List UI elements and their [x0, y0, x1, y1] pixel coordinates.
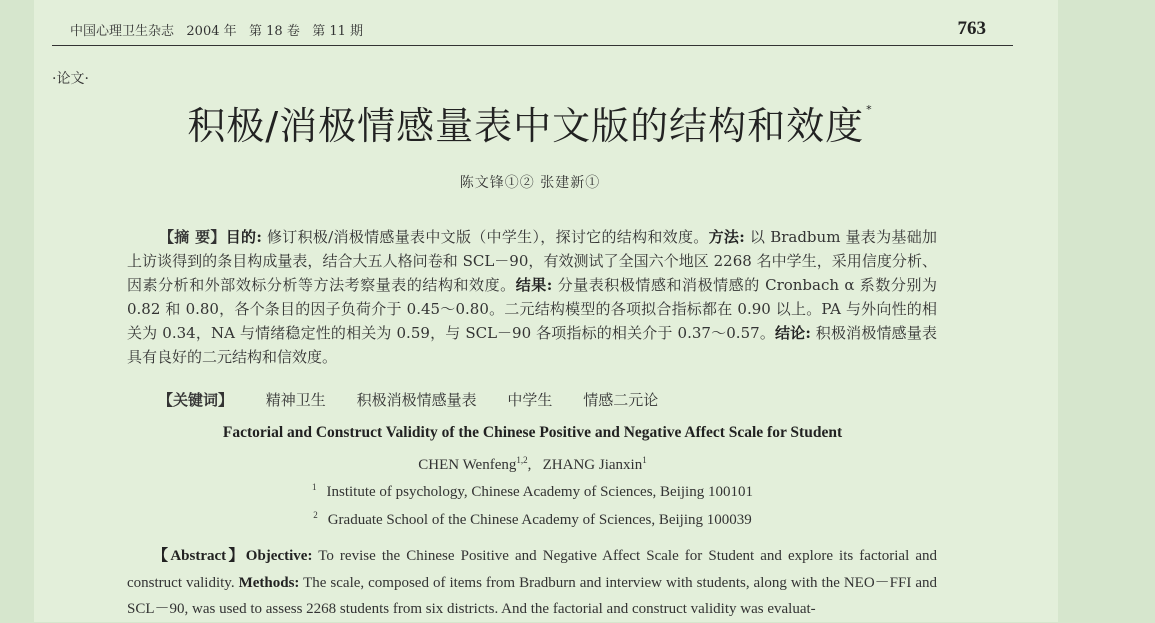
article-category: ·论文· — [52, 71, 89, 87]
abstract-label: 【摘 要】 — [159, 228, 226, 246]
abstract-english — [127, 543, 937, 623]
methods-label: 方法: — [708, 228, 745, 246]
keywords-label: 【关键词】 — [158, 391, 234, 409]
journal-issue-info: 中国心理卫生杂志 2004 年 第 18 卷 第 11 期 — [70, 24, 364, 39]
author-name: ZHANG Jianxin — [542, 457, 643, 473]
keyword-item: 精神卫生 — [265, 391, 326, 409]
english-title: Factorial and Construct Validity of the Chinese Positive and Negative Affect Scale for Student — [222, 424, 843, 441]
author-affil-mark: 1,2 — [516, 455, 528, 465]
header-divider — [52, 45, 1013, 46]
abstract-chinese — [127, 225, 937, 369]
title-footnote-mark: * — [866, 103, 873, 116]
objective-text-en: To revise the Chinese Positive and Negative Affect Scale for Student and explore its factorial and construct validity. — [127, 548, 937, 591]
keyword-item: 情感二元论 — [583, 391, 659, 409]
methods-label-en: Methods: — [238, 574, 300, 591]
page-number: 763 — [957, 18, 986, 39]
affiliation-mark: 1 — [312, 482, 317, 492]
affiliation-text: Graduate School of the Chinese Academy of Sciences, Beijing 100039 — [327, 512, 752, 528]
english-authors: CHEN Wenfeng$^{1,2}$, ZHANG Jianxin$^1$ — [418, 455, 647, 473]
methods-text: 以 Bradbum 量表为基础加上访谈得到的条目构成量表，结合大五人格问卷和 SCL－90，有效测试了全国六个地区 2268 名中学生，采用信度分析、因素分析和外部效标分析等方法考察量表的结构和效度。 — [127, 228, 938, 294]
abstract-english-label: 【Abstract】 — [153, 548, 246, 564]
keyword-item: 积极消极情感量表 — [356, 391, 477, 409]
authors-chinese: 陈文锋①② 张建新① — [459, 175, 601, 191]
keyword-item: 中学生 — [507, 391, 553, 409]
keywords-line — [158, 389, 676, 410]
affiliation-mark: 2 — [313, 510, 318, 520]
conclusion-label: 结论: — [775, 324, 811, 342]
affiliation-1 — [0, 482, 1065, 501]
conclusion-text: 积极消极情感量表具有良好的二元结构和信效度。 — [127, 324, 937, 366]
abstract-english-paragraph — [127, 543, 937, 623]
results-text: 分量表积极情感和消极情感的 Cronbach α 系数分别为 0.82 和 0.80，各个条目的因子负荷介于 0.45～0.80。二元结构模型的各项拟合指标都在 0.90 以上。PA 与外向性的相关为 0.34，NA 与情绪稳定性的相关为 0.59，与 SCL－90 各项指标的相关介于 0.37～0.57。 — [127, 276, 937, 342]
results-label: 结果: — [515, 276, 553, 294]
objective-label-en: Objective: — [245, 548, 313, 564]
affiliation-text: Institute of psychology, Chinese Academy of Sciences, Beijing 100101 — [326, 484, 753, 500]
methods-text-en: The scale, composed of items from Bradburn and interview with students, along with the NEO－FFI and SCL－90, was used to assess 2268 students from six districts. And the factorial and construct validity was evaluat- — [127, 574, 937, 617]
author-name: CHEN Wenfeng — [418, 457, 517, 473]
objective-text: 修订积极/消极情感量表中文版（中学生），探讨它的结构和效度。 — [261, 228, 709, 246]
abstract-chinese-paragraph — [127, 225, 937, 369]
author-affil-mark: 1 — [642, 455, 647, 465]
objective-label: 目的: — [225, 228, 262, 246]
article-title — [0, 95, 1060, 150]
affiliation-2 — [0, 510, 1065, 529]
title-text: 积极/消极情感量表中文版的结构和效度 — [187, 104, 865, 148]
